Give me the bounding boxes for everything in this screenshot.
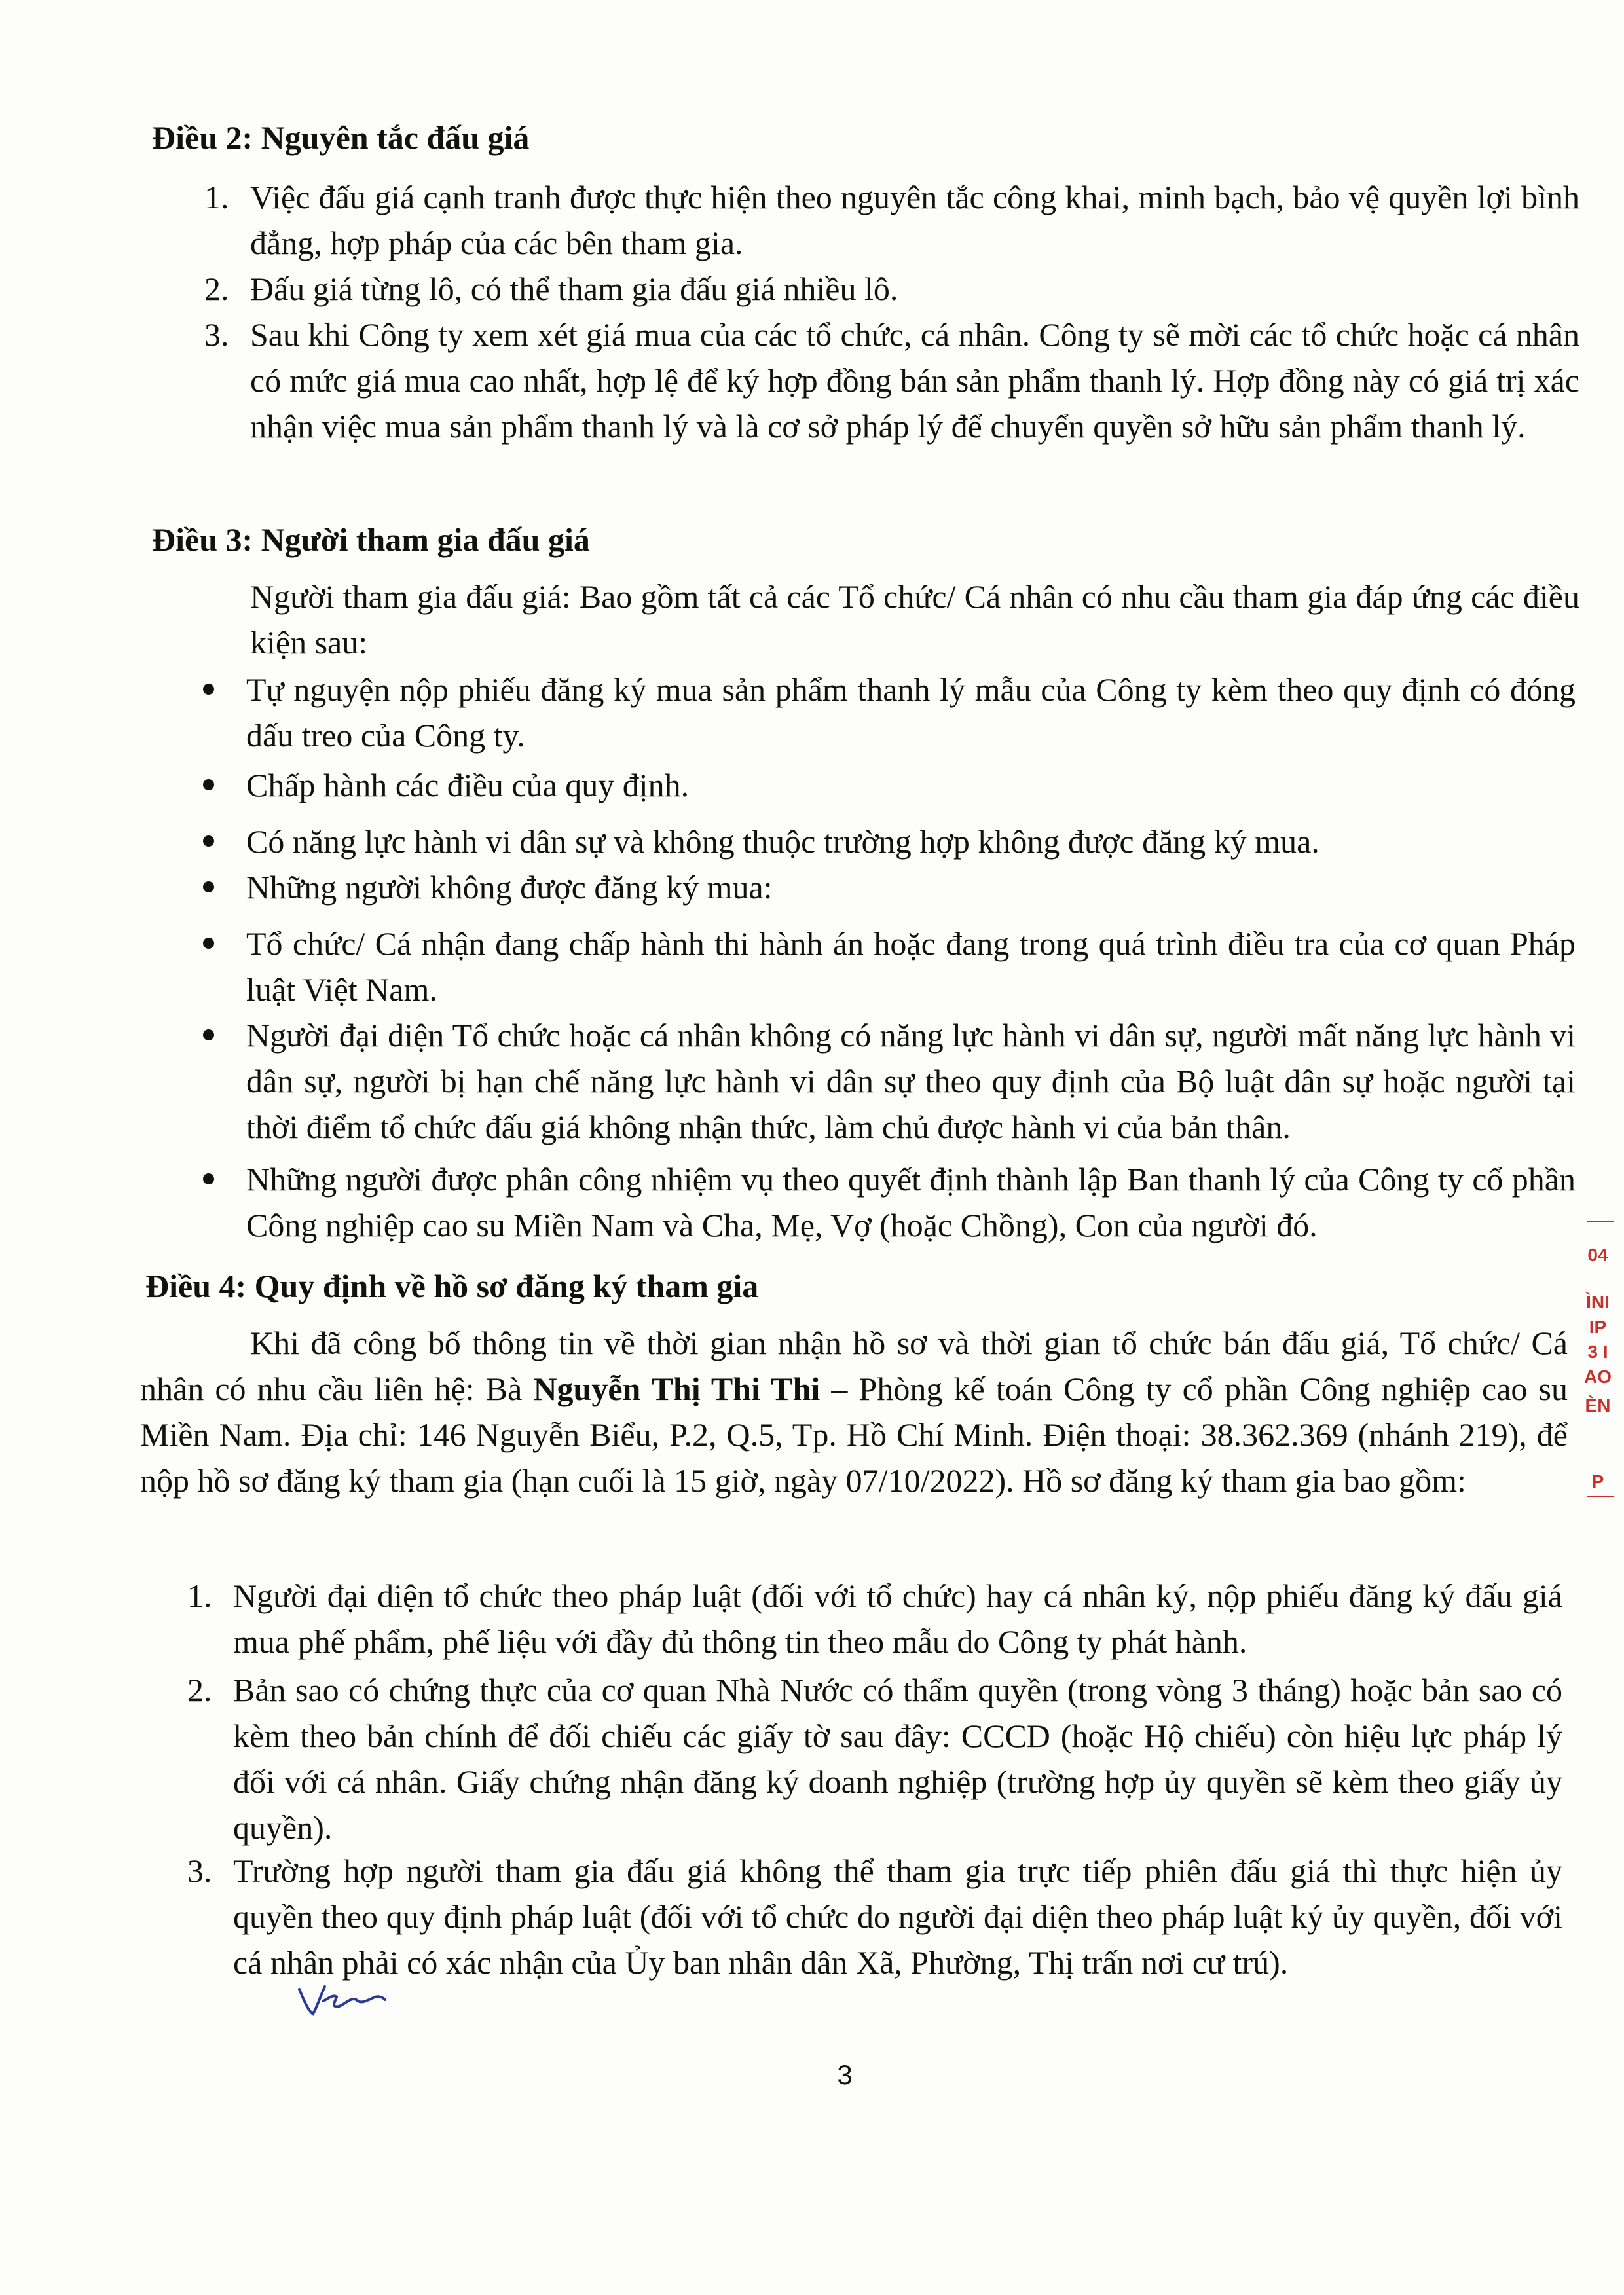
item-number: 1. bbox=[187, 1577, 212, 1614]
red-stamp-fragment bbox=[1578, 1218, 1617, 1519]
article-4-item bbox=[187, 1848, 1562, 1985]
item-text: Việc đấu giá cạnh tranh được thực hiện theo nguyên tắc công khai, minh bạch, bảo vệ quyền lợi bình đẳng, hợp pháp của các bên tham gia. bbox=[250, 179, 1579, 261]
list-item-text: Tự nguyện nộp phiếu đăng ký mua sản phẩm thanh lý mẫu của Công ty kèm theo quy định có đóng dấu treo của Công ty. bbox=[246, 671, 1576, 754]
list-item-text: Người đại diện Tổ chức hoặc cá nhân không có năng lực hành vi dân sự, người mất năng lực hành vi dân sự, người bị hạn chế năng lực hành vi dân sự theo quy định của Bộ luật dân sự hoặc người tại thời điểm tổ chức đấu giá không nhận thức, làm chủ được hành vi của bản thân. bbox=[246, 1017, 1576, 1145]
list-item-text: Có năng lực hành vi dân sự và không thuộc trường hợp không được đăng ký mua. bbox=[246, 823, 1320, 860]
bullet-icon bbox=[203, 835, 214, 847]
item-number: 1. bbox=[204, 179, 229, 215]
list-item bbox=[246, 1156, 1576, 1248]
signature-initials bbox=[296, 1977, 388, 2023]
article-3-heading: Điều 3: Người tham gia đấu giá bbox=[152, 521, 590, 558]
item-number: 3. bbox=[204, 316, 229, 353]
list-item bbox=[246, 921, 1576, 1012]
stamp-line bbox=[1587, 1496, 1614, 1497]
bullet-icon bbox=[203, 881, 214, 892]
stamp-text: ÈN bbox=[1585, 1395, 1611, 1416]
item-text: Người đại diện tổ chức theo pháp luật (đối với tổ chức) hay cá nhân ký, nộp phiếu đăng ký đấu giá mua phế phẩm, phế liệu với đầy đủ thông tin theo mẫu do Công ty phát hành. bbox=[233, 1577, 1562, 1660]
item-number: 3. bbox=[187, 1852, 212, 1889]
article-4-intro bbox=[140, 1320, 1568, 1503]
article-2-item bbox=[204, 266, 1579, 312]
page-number: 3 bbox=[837, 2059, 853, 2090]
article-4-item bbox=[187, 1667, 1562, 1850]
bullet-icon bbox=[203, 684, 214, 695]
bullet-icon bbox=[203, 779, 214, 790]
list-item bbox=[246, 762, 1576, 808]
list-item-text: Tổ chức/ Cá nhận đang chấp hành thi hành án hoặc đang trong quá trình điều tra của cơ quan Pháp luật Việt Nam. bbox=[246, 925, 1576, 1008]
stamp-line bbox=[1587, 1221, 1614, 1222]
article-4-heading: Điều 4: Quy định về hồ sơ đăng ký tham gia bbox=[145, 1268, 759, 1304]
item-number: 2. bbox=[204, 270, 229, 307]
intro-text-after: – Phòng kế toán Công ty cổ phần Công nghiệp cao su Miền Nam. Địa chỉ: 146 Nguyễn Biểu, P.2, Q.5, Tp. Hồ Chí Minh. Điện thoại: 38.362.369 (nhánh 219), để nộp hồ sơ đăng ký tham gia (hạn cuối là 15 giờ, ngày 07/10/2022). Hồ sơ đăng ký tham gia bao gồm: bbox=[140, 1370, 1568, 1499]
article-4-item bbox=[187, 1573, 1562, 1664]
intro-text-before: Khi đã công bố thông tin về thời gian nhận hồ sơ và thời gian tổ chức bán đấu giá, Tổ chức/ Cá nhân có nhu cầu liên hệ: Bà bbox=[140, 1325, 1568, 1407]
article-2-heading: Điều 2: Nguyên tắc đấu giá bbox=[152, 119, 530, 156]
stamp-text: 04 bbox=[1587, 1245, 1608, 1265]
list-item bbox=[246, 864, 1576, 910]
bullet-icon bbox=[203, 1173, 214, 1184]
list-item-text: Những người không được đăng ký mua: bbox=[246, 869, 773, 906]
item-text: Sau khi Công ty xem xét giá mua của các tổ chức, cá nhân. Công ty sẽ mời các tổ chức hoặc cá nhân có mức giá mua cao nhất, hợp lệ để ký hợp đồng bán sản phẩm thanh lý. Hợp đồng này có giá trị xác nhận việc mua sản phẩm thanh lý và là cơ sở pháp lý để chuyển quyền sở hữu sản phẩm thanh lý. bbox=[250, 316, 1579, 445]
bullet-icon bbox=[203, 938, 214, 949]
article-2-item bbox=[204, 174, 1579, 266]
item-text: Đấu giá từng lô, có thể tham gia đấu giá nhiều lô. bbox=[250, 270, 898, 307]
list-item bbox=[246, 818, 1576, 864]
stamp-text: IP bbox=[1589, 1317, 1607, 1337]
list-item bbox=[246, 667, 1576, 758]
stamp-text: P bbox=[1591, 1471, 1604, 1492]
item-number: 2. bbox=[187, 1672, 212, 1708]
article-2-item bbox=[204, 312, 1579, 449]
bullet-icon bbox=[203, 1029, 214, 1040]
list-item bbox=[246, 1012, 1576, 1150]
article-3-intro: Người tham gia đấu giá: Bao gồm tất cả các Tổ chức/ Cá nhân có nhu cầu tham gia đáp ứng các điều kiện sau: bbox=[250, 578, 1579, 661]
item-text: Bản sao có chứng thực của cơ quan Nhà Nước có thẩm quyền (trong vòng 3 tháng) hoặc bản sao có kèm theo bản chính để đối chiếu các giấy tờ sau đây: CCCD (hoặc Hộ chiếu) còn hiệu lực pháp lý đối với cá nhân. Giấy chứng nhận đăng ký doanh nghiệp (trường hợp ủy quyền sẽ kèm theo giấy ủy quyền). bbox=[233, 1672, 1562, 1846]
list-item-text: Chấp hành các điều của quy định. bbox=[246, 767, 690, 803]
stamp-text: ÌNI bbox=[1586, 1292, 1610, 1312]
list-item-text: Những người được phân công nhiệm vụ theo quyết định thành lập Ban thanh lý của Công ty cổ phần Công nghiệp cao su Miền Nam và Cha, Mẹ, Vợ (hoặc Chồng), Con của người đó. bbox=[246, 1161, 1576, 1243]
stamp-text: 3 I bbox=[1587, 1342, 1608, 1362]
item-text: Trường hợp người tham gia đấu giá không thể tham gia trực tiếp phiên đấu giá thì thực hiện ủy quyền theo quy định pháp luật (đối với tổ chức do người đại diện theo pháp luật ký ủy quyền, đối với cá nhân phải có xác nhận của Ủy ban nhân dân Xã, Phường, Thị trấn nơi cư trú). bbox=[233, 1852, 1562, 1981]
contact-name: Nguyễn Thị Thi Thi bbox=[533, 1370, 821, 1407]
stamp-text: AO bbox=[1584, 1367, 1612, 1387]
